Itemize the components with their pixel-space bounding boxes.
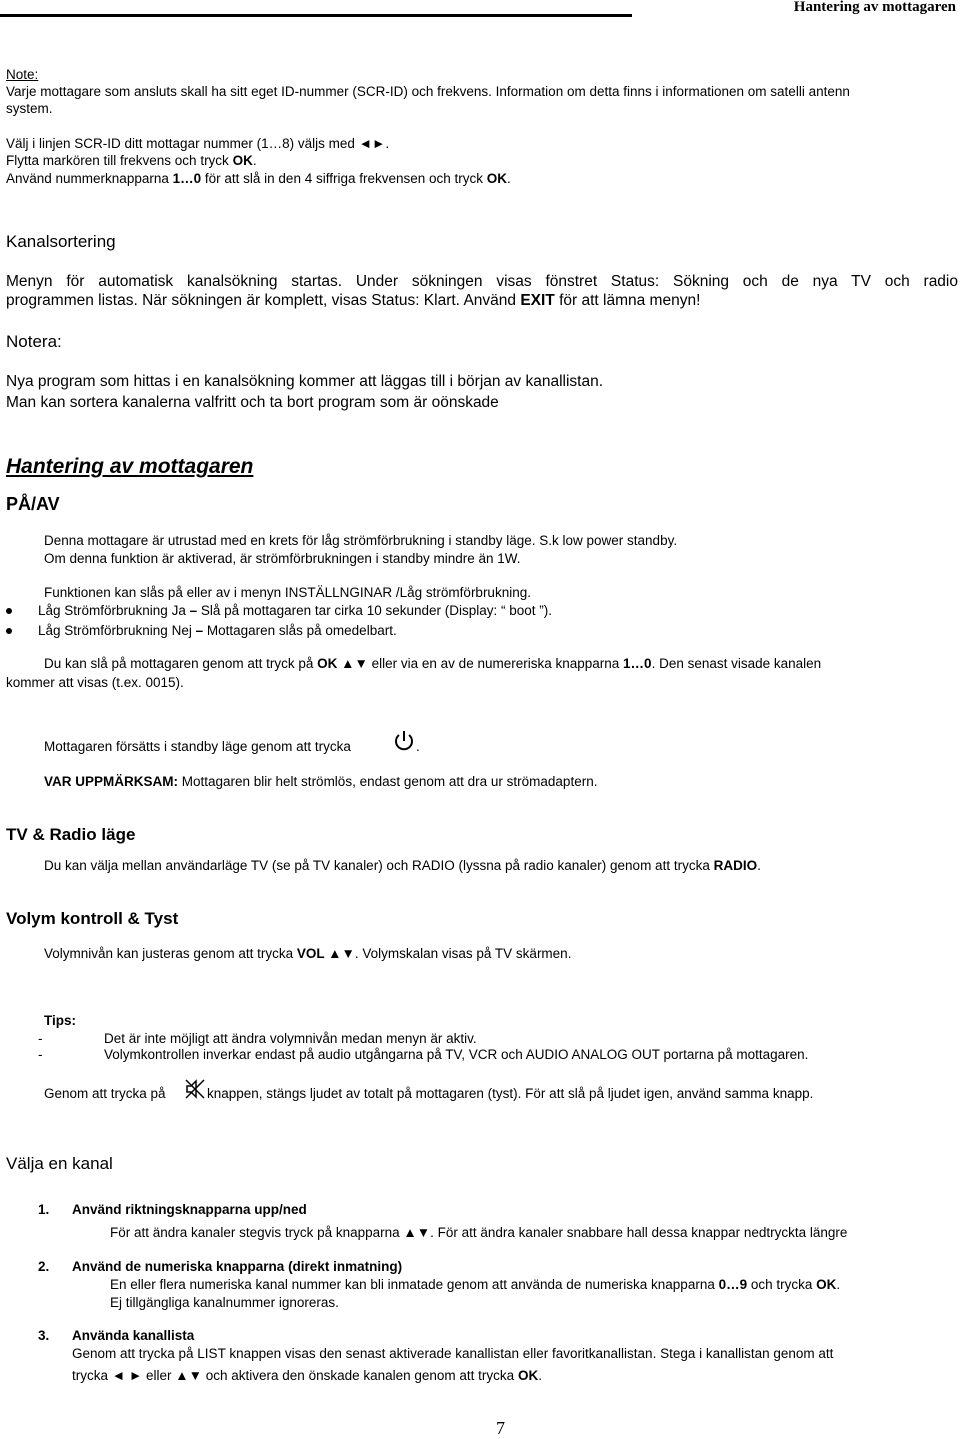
item-2-line-1: En eller flera numeriska kanal nummer kan bli inmatade genom att använda de numeriska knapparna 0…9 och trycka OK. — [110, 1277, 841, 1292]
bullet-item-2: Låg Strömförbrukning Nej – Mottagaren slås på omedelbart. — [38, 623, 397, 638]
pa-av-heading: PÅ/AV — [6, 494, 60, 514]
item-2-title: Använd de numeriska knapparna (direkt inmatning) — [72, 1259, 403, 1274]
kanalsortering-para-line-2: programmen listas. När sökningen är komplett, visas Status: Klart. Använd EXIT för att lämna menyn! — [6, 292, 701, 309]
valja-heading: Välja en kanal — [6, 1154, 113, 1173]
item-1-text: För att ändra kanaler stegvis tryck på knapparna ▲▼. För att ändra kanaler snabbare hall dessa knappar nedtryckta längre — [110, 1225, 848, 1240]
hantering-line-3: Funktionen kan slås på eller av i menyn INSTÄLLNGINAR /Låg strömförbrukning. — [44, 585, 531, 600]
item-number: 1. — [38, 1202, 50, 1217]
kanalsortering-para-line-1: Menyn för automatisk kanalsökning startas. Under sökningen visas fönstret Status: Sökning och de nya TV och radio — [6, 273, 958, 290]
kanalsortering-heading: Kanalsortering — [6, 232, 116, 251]
notera-line-2: Man kan sortera kanalerna valfritt och ta bort program som är oönskade — [6, 394, 499, 411]
item-3-title: Använda kanallista — [72, 1328, 195, 1343]
notera-label: Notera: — [6, 332, 62, 351]
hantering-heading: Hantering av mottagaren — [6, 455, 254, 478]
volym-heading: Volym kontroll & Tyst — [6, 909, 179, 928]
standby-text: Mottagaren försätts i standby läge genom att trycka — [44, 739, 351, 754]
notera-line-1: Nya program som hittas i en kanalsökning kommer att läggas till i början av kanallistan. — [6, 373, 604, 390]
power-on-line-1: Du kan slå på mottagaren genom att tryck på OK ▲▼ eller via en av de numereriska knapparna 1…0. Den senast visade kanalen — [44, 656, 822, 671]
tip-dash: - — [38, 1031, 43, 1046]
tv-radio-heading: TV & Radio läge — [6, 825, 136, 844]
running-header: Hantering av mottagaren — [793, 0, 956, 15]
note-label: Note: — [6, 67, 39, 82]
item-1-title: Använd riktningsknapparna upp/ned — [72, 1202, 307, 1217]
page-number: 7 — [496, 1418, 505, 1438]
item-3-line-1: Genom att trycka på LIST knappen visas den senast aktiverade kanallistan eller favoritkanallistan. Stega i kanallistan genom att — [72, 1346, 834, 1361]
bullet-item-1: Låg Strömförbrukning Ja – Slå på mottagaren tar cirka 10 sekunder (Display: “ boot ”). — [38, 603, 553, 618]
item-number: 3. — [38, 1328, 50, 1343]
power-icon — [393, 729, 415, 753]
tip-dash: - — [38, 1047, 43, 1062]
mute-icon — [185, 1078, 205, 1100]
header-rule — [0, 14, 632, 17]
note-line-4: Flytta markören till frekvens och tryck OK. — [6, 153, 257, 168]
item-number: 2. — [38, 1259, 50, 1274]
standby-period: . — [416, 739, 420, 754]
power-on-line-2: kommer att visas (t.ex. 0015). — [6, 675, 184, 690]
item-3-line-2: trycka ◄ ► eller ▲▼ och aktivera den önskade kanalen genom att trycka OK. — [72, 1368, 542, 1383]
tips-label: Tips: — [44, 1013, 77, 1028]
tip-1: Det är inte möjligt att ändra volymnivån medan menyn är aktiv. — [104, 1031, 477, 1046]
note-line-2: system. — [6, 101, 53, 116]
hantering-line-2: Om denna funktion är aktiverad, är strömförbrukningen i standby mindre än 1W. — [44, 551, 521, 566]
note-line-1: Varje mottagare som ansluts skall ha sitt eget ID-nummer (SCR-ID) och frekvens. Information om detta finns i informationen om satelli antenn — [6, 84, 850, 99]
bullet-dot — [6, 608, 12, 614]
mute-text-post: knappen, stängs ljudet av totalt på mottagaren (tyst). För att slå på ljudet igen, använd samma knapp. — [207, 1086, 814, 1101]
item-2-line-2: Ej tillgängliga kanalnummer ignoreras. — [110, 1295, 339, 1310]
tip-2: Volymkontrollen inverkar endast på audio utgångarna på TV, VCR och AUDIO ANALOG OUT portarna på mottagaren. — [104, 1047, 809, 1062]
mute-text-pre: Genom att trycka på — [44, 1086, 166, 1101]
note-line-3: Välj i linjen SCR-ID ditt mottagar nummer (1…8) väljs med ◄►. — [6, 136, 390, 151]
tv-radio-text: Du kan välja mellan användarläge TV (se på TV kanaler) och RADIO (lyssna på radio kanaler) genom att trycka RADIO. — [44, 858, 761, 873]
var-uppmarksam-line: VAR UPPMÄRKSAM: Mottagaren blir helt strömlös, endast genom att dra ur strömadaptern. — [44, 774, 598, 789]
volym-text: Volymnivån kan justeras genom att trycka VOL ▲▼. Volymskalan visas på TV skärmen. — [44, 946, 572, 961]
hantering-line-1: Denna mottagare är utrustad med en krets för låg strömförbrukning i standby läge. S.k low power standby. — [44, 533, 678, 548]
note-line-5: Använd nummerknapparna 1…0 för att slå in den 4 siffriga frekvensen och tryck OK. — [6, 171, 511, 186]
bullet-dot — [6, 628, 12, 634]
